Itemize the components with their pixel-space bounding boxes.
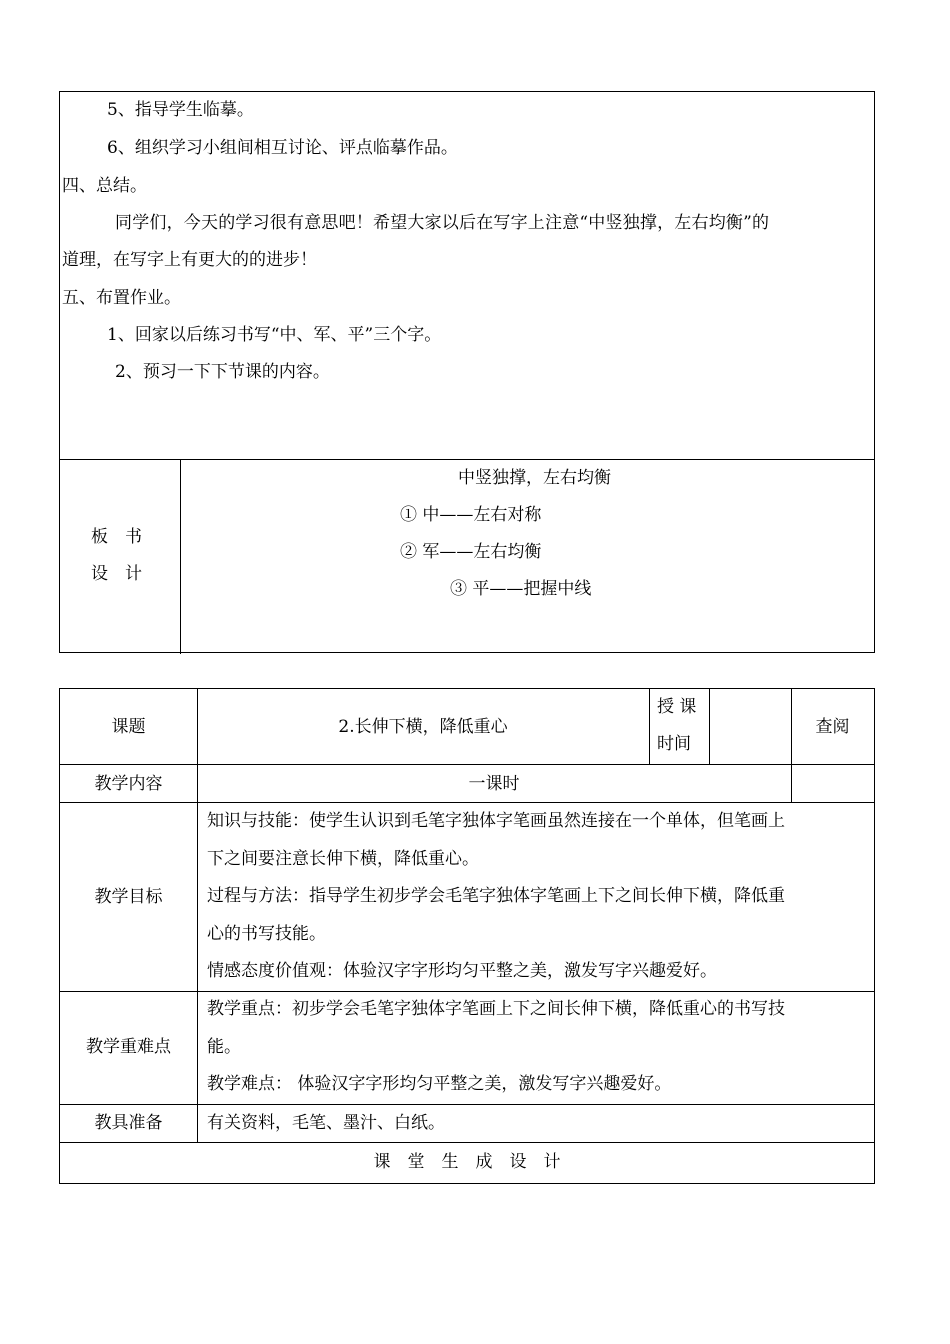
keypoint-line-2: 能。 xyxy=(207,1037,241,1057)
step-6-text: 6、组织学习小组间相互讨论、评点临摹作品。 xyxy=(107,138,458,158)
board-label-line-1: 板 书 xyxy=(91,527,142,547)
row-divider xyxy=(60,764,874,765)
tools-label: 教具准备 xyxy=(94,1113,163,1133)
goal-line-1: 知识与技能：使学生认识到毛笔字独体字笔画虽然连接在一个单体，但笔画上 xyxy=(207,811,785,831)
goal-line-5: 情感态度价值观：体验汉字字形均匀平整之美，激发写字兴趣爱好。 xyxy=(207,961,717,981)
goal-line-4: 心的书写技能。 xyxy=(207,924,326,944)
board-title: 中竖独撑，左右均衡 xyxy=(458,468,611,488)
class-design-heading: 课 堂 生 成 设 计 xyxy=(373,1152,561,1172)
row-divider xyxy=(60,1104,874,1105)
time-label-line-1: 授 课 xyxy=(657,697,697,717)
column-divider xyxy=(649,689,650,764)
keypoint-line-1: 教学重点：初步学会毛笔字独体字笔画上下之间长伸下横，降低重心的书写技 xyxy=(207,999,785,1019)
board-design-row xyxy=(60,460,874,654)
homework-item-1: 1、回家以后练习书写“中、军、平”三个字。 xyxy=(107,325,442,345)
tools-value: 有关资料，毛笔、墨汁、白纸。 xyxy=(207,1113,445,1133)
summary-text-line-2: 道理，在写字上有更大的的进步！ xyxy=(62,250,317,270)
summary-heading: 四、总结。 xyxy=(62,176,147,196)
column-divider xyxy=(791,689,792,802)
topic-value: 2.长伸下横，降低重心 xyxy=(338,717,508,737)
review-label: 查阅 xyxy=(815,717,850,737)
summary-text-line-1: 同学们，今天的学习很有意思吧！希望大家以后在写字上注意“中竖独撑，左右均衡”的 xyxy=(115,213,770,233)
board-item-2: ② 军——左右均衡 xyxy=(400,542,542,562)
goals-label: 教学目标 xyxy=(94,887,163,907)
lesson-plan-continuation-table xyxy=(59,91,875,653)
time-label-line-2: 时间 xyxy=(657,734,691,754)
lesson-plan-table xyxy=(59,688,875,1184)
column-divider xyxy=(197,689,198,1142)
content-label: 教学内容 xyxy=(94,774,163,794)
procedure-cell xyxy=(60,92,874,460)
board-item-3: ③ 平——把握中线 xyxy=(450,579,592,599)
keypoint-line-3: 教学难点： 体验汉字字形均匀平整之美，激发写字兴趣爱好。 xyxy=(207,1074,672,1094)
row-divider xyxy=(60,1142,874,1143)
column-divider xyxy=(709,689,710,764)
homework-heading: 五、布置作业。 xyxy=(62,288,181,308)
board-label-line-2: 设 计 xyxy=(91,564,142,584)
goal-line-2: 下之间要注意长伸下横，降低重心。 xyxy=(207,849,479,869)
row-divider xyxy=(60,991,874,992)
homework-item-2: 2、预习一下下节课的内容。 xyxy=(115,362,330,382)
board-design-label-cell xyxy=(60,460,181,654)
goal-line-3: 过程与方法：指导学生初步学会毛笔字独体字笔画上下之间长伸下横，降低重 xyxy=(207,886,785,906)
keypoints-label: 教学重难点 xyxy=(86,1037,171,1057)
topic-label: 课题 xyxy=(111,717,146,737)
content-value: 一课时 xyxy=(468,774,520,794)
board-item-1: ① 中——左右对称 xyxy=(400,505,542,525)
row-divider xyxy=(60,802,874,803)
step-5-text: 5、指导学生临摹。 xyxy=(107,100,254,120)
